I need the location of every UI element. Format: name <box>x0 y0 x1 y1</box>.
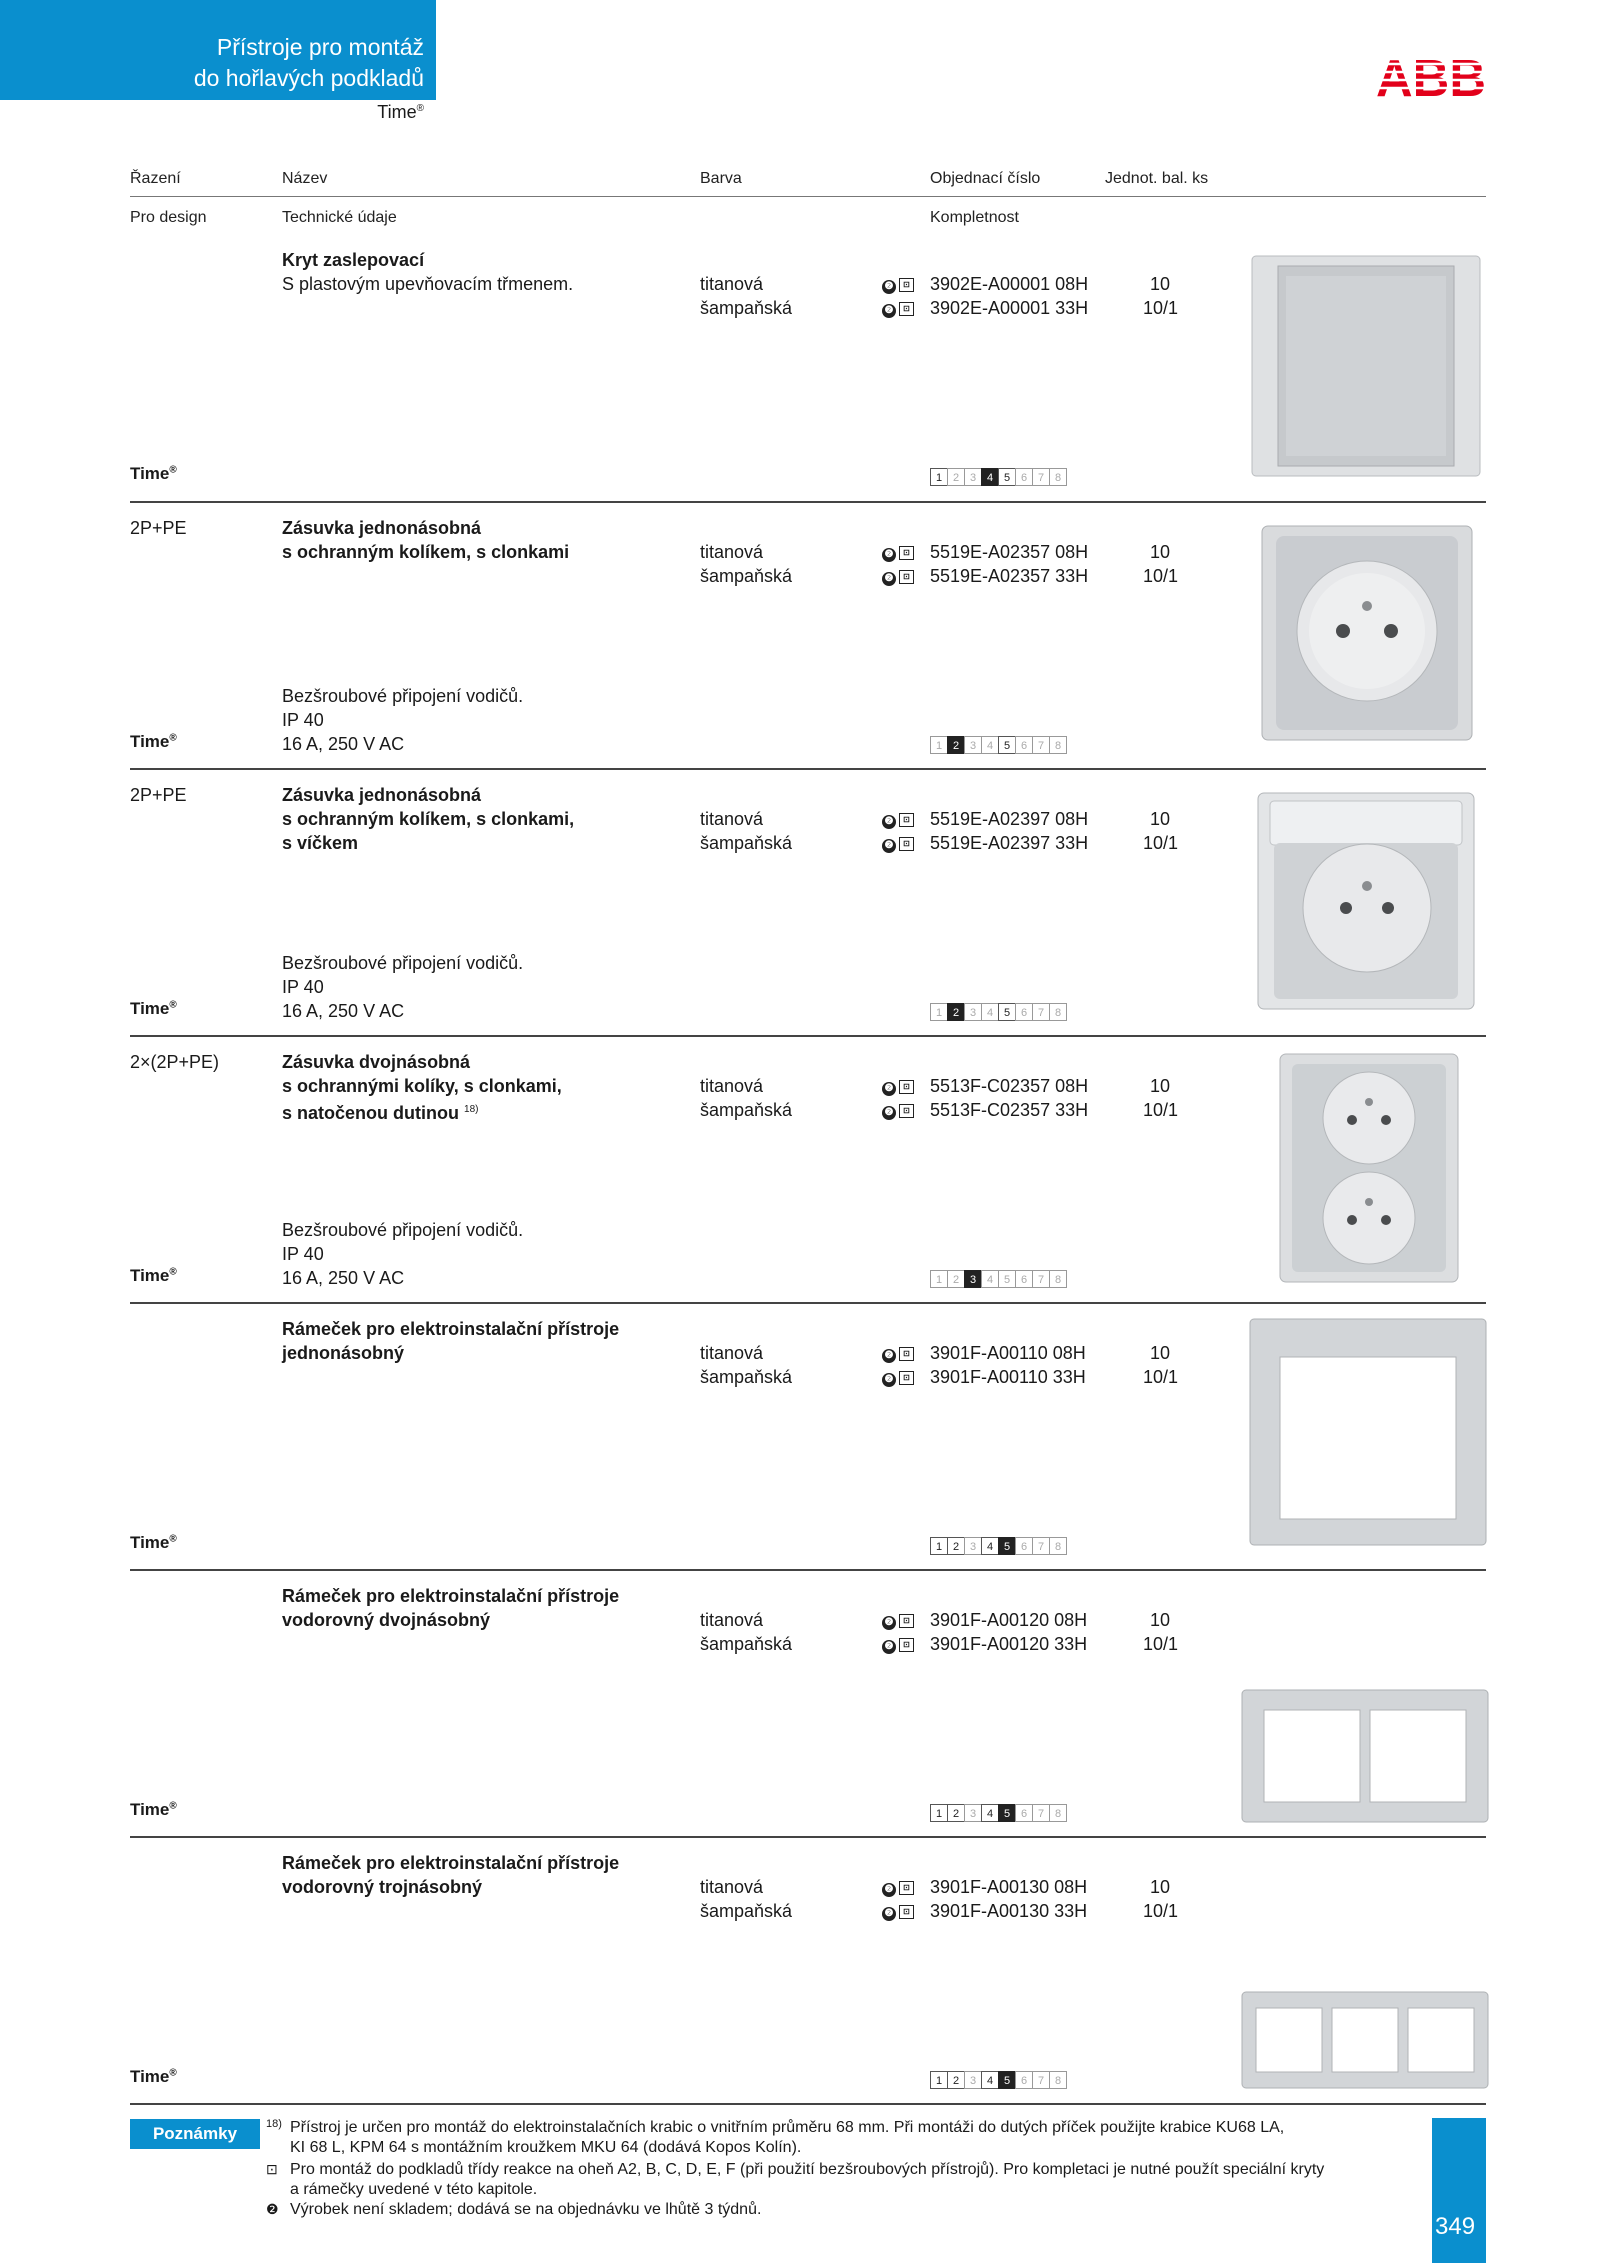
series-label: Time® <box>130 1533 177 1552</box>
product-title: jednonásobný <box>282 1343 405 1363</box>
order-number: 5519E-A02397 33H <box>930 833 1089 853</box>
product-title: s ochranným kolíkem, s clonkami <box>282 542 570 562</box>
product-title: Kryt zaslepovací <box>282 250 425 270</box>
stock-badge-icon: ❷ <box>882 280 896 294</box>
product-section <box>0 1317 1600 1584</box>
product-title-with-ref: s natočenou dutinou $^{18)}$ <box>282 1103 479 1123</box>
completeness-strip: 1 2 3 4 5 6 7 8 <box>930 2071 1066 2089</box>
variant-color: titanová <box>700 1877 764 1897</box>
completeness-strip: 1 2 3 4 5 6 7 8 <box>930 1003 1066 1021</box>
product-title: Zásuvka jednonásobná <box>282 518 482 538</box>
order-number: 5513F-C02357 08H <box>930 1076 1089 1096</box>
pack-qty: 10/1 <box>1143 1100 1179 1120</box>
series-label: Time® <box>130 1800 177 1819</box>
stock-badge-icon: ❷ <box>882 1106 896 1120</box>
combustible-badge-icon: ⊡ <box>899 1614 914 1628</box>
socket-lid-image <box>1240 783 1490 1023</box>
stock-badge-icon: ❷ <box>882 572 896 586</box>
series-label: Time® <box>130 999 177 1018</box>
stock-badge-icon: ❷ <box>882 815 896 829</box>
variant-color: titanová <box>700 1076 764 1096</box>
abb-logo <box>1376 52 1486 100</box>
availability-badges <box>882 546 914 562</box>
stock-note-icon: ❷ <box>266 2201 279 2217</box>
order-number: 5519E-A02357 08H <box>930 542 1089 562</box>
variant-color: šampaňská <box>700 1634 793 1654</box>
variant-color: šampaňská <box>700 298 793 318</box>
page-number: 349 <box>1435 2213 1476 2240</box>
order-number: 3902E-A00001 08H <box>930 274 1089 294</box>
variant-color: titanová <box>700 274 764 294</box>
pack-qty: 10/1 <box>1143 1367 1179 1387</box>
completeness-strip: 1 2 3 4 5 6 7 8 <box>930 736 1066 754</box>
blank-cover-image <box>1240 248 1490 488</box>
completeness-strip: 1 2 3 4 5 6 7 8 <box>930 468 1066 486</box>
col-header-technicke: Technické údaje <box>282 209 397 226</box>
order-number: 3901F-A00110 33H <box>930 1367 1086 1387</box>
tech-spec: 16 A, 250 V AC <box>282 1268 405 1288</box>
socket-image <box>1240 516 1490 756</box>
availability-badges <box>882 302 914 318</box>
stock-badge-icon: ❷ <box>882 839 896 853</box>
availability-badges <box>882 1347 914 1363</box>
availability-badges <box>882 1371 914 1387</box>
series-label: Time® <box>130 464 177 483</box>
product-code: 2×(2P+PE) <box>130 1052 220 1072</box>
completeness-strip: 1 2 3 4 5 6 7 8 <box>930 1804 1066 1822</box>
order-number: 3901F-A00120 33H <box>930 1634 1088 1654</box>
pack-qty: 10/1 <box>1143 1901 1179 1921</box>
col-header-razeni: Řazení <box>130 170 181 187</box>
combustible-badge-icon: ⊡ <box>899 278 914 292</box>
variant-color: titanová <box>700 1343 764 1363</box>
tech-spec: 16 A, 250 V AC <box>282 734 405 754</box>
product-title: s ochranným kolíkem, s clonkami, <box>282 809 575 829</box>
section-divider <box>130 768 1486 770</box>
pack-qty: 10/1 <box>1143 298 1179 318</box>
tech-spec: IP 40 <box>282 1244 324 1264</box>
section-divider <box>130 1302 1486 1304</box>
pack-qty: 10 <box>1150 1610 1171 1630</box>
footnote-stock: Výrobek není skladem; dodává se na objednávku ve lhůtě 3 týdnů. <box>290 2201 762 2218</box>
stock-badge-icon: ❷ <box>882 1082 896 1096</box>
product-title: Zásuvka jednonásobná <box>282 785 482 805</box>
availability-badges <box>882 1905 914 1921</box>
availability-badges <box>882 1080 914 1096</box>
series-subtitle: Time® <box>377 102 424 122</box>
product-section <box>0 1584 1600 1851</box>
col-header-nazev: Název <box>282 170 328 187</box>
chapter-title-line1: Přístroje pro montáž <box>216 34 424 60</box>
combustible-badge-icon: ⊡ <box>899 1371 914 1385</box>
combustible-badge-icon: ⊡ <box>899 1347 914 1361</box>
footnote-18: Přístroj je určen pro montáž do elektroinstalačních krabic o vnitřním průměru 68 mm. Při montáži do dutých příček použijte krabice KU68 LA, KI 68 L, KPM 64 s montážním kroužkem MKU 64 (dodává Kopos Kolín). <box>290 2119 1285 2156</box>
product-section <box>0 1851 1600 2118</box>
series-label: Time® <box>130 1266 177 1285</box>
variant-color: šampaňská <box>700 1100 793 1120</box>
pack-qty: 10/1 <box>1143 566 1179 586</box>
stock-badge-icon: ❷ <box>882 1616 896 1630</box>
variant-color: šampaňská <box>700 1367 793 1387</box>
completeness-strip: 1 2 3 4 5 6 7 8 <box>930 1537 1066 1555</box>
stock-badge-icon: ❷ <box>882 1373 896 1387</box>
availability-badges <box>882 1614 914 1630</box>
pack-qty: 10 <box>1150 274 1171 294</box>
variant-color: šampaňská <box>700 1901 793 1921</box>
availability-badges <box>882 813 914 829</box>
stock-badge-icon: ❷ <box>882 548 896 562</box>
col-header-pro-design: Pro design <box>130 209 207 226</box>
tech-spec: Bezšroubové připojení vodičů. <box>282 1220 524 1240</box>
combustible-badge-icon: ⊡ <box>899 1104 914 1118</box>
combustible-badge-icon: ⊡ <box>899 1905 914 1919</box>
product-section <box>0 516 1600 783</box>
product-title: s víčkem <box>282 833 359 853</box>
tech-spec: IP 40 <box>282 710 324 730</box>
product-title: Rámeček pro elektroinstalační přístroje <box>282 1319 620 1339</box>
combustible-badge-icon: ⊡ <box>899 546 914 560</box>
order-number: 5519E-A02357 33H <box>930 566 1089 586</box>
stock-badge-icon: ❷ <box>882 1907 896 1921</box>
combustible-badge-icon: ⊡ <box>899 1881 914 1895</box>
double-socket-image <box>1240 1050 1490 1290</box>
pack-qty: 10 <box>1150 542 1171 562</box>
divider <box>130 196 1486 197</box>
order-number: 3901F-A00130 33H <box>930 1901 1088 1921</box>
variant-color: titanová <box>700 542 764 562</box>
product-section <box>0 248 1600 515</box>
order-number: 5519E-A02397 08H <box>930 809 1089 829</box>
chapter-title-line2: do hořlavých podkladů <box>193 65 424 91</box>
availability-badges <box>882 837 914 853</box>
product-section <box>0 783 1600 1050</box>
stock-badge-icon: ❷ <box>882 304 896 318</box>
variant-color: šampaňská <box>700 566 793 586</box>
tech-spec: Bezšroubové připojení vodičů. <box>282 686 524 706</box>
stock-badge-icon: ❷ <box>882 1883 896 1897</box>
product-section <box>0 1050 1600 1317</box>
page-number-box <box>1432 2118 1486 2263</box>
order-number: 3901F-A00110 08H <box>930 1343 1086 1363</box>
pack-qty: 10/1 <box>1143 1634 1179 1654</box>
pack-qty: 10 <box>1150 1877 1171 1897</box>
order-number: 3901F-A00120 08H <box>930 1610 1088 1630</box>
tech-spec: Bezšroubové připojení vodičů. <box>282 953 524 973</box>
product-desc: S plastovým upevňovacím třmenem. <box>282 274 574 294</box>
pack-qty: 10 <box>1150 1343 1171 1363</box>
availability-badges <box>882 1638 914 1654</box>
section-divider <box>130 2103 1486 2105</box>
pack-qty: 10/1 <box>1143 833 1179 853</box>
product-title: Rámeček pro elektroinstalační přístroje <box>282 1853 620 1873</box>
section-divider <box>130 1569 1486 1571</box>
order-number: 3902E-A00001 33H <box>930 298 1089 318</box>
series-label: Time® <box>130 2067 177 2086</box>
product-title: s ochrannými kolíky, s clonkami, <box>282 1076 562 1096</box>
availability-badges <box>882 1881 914 1897</box>
pack-qty: 10 <box>1150 809 1171 829</box>
product-title: vodorovný dvojnásobný <box>282 1610 491 1630</box>
order-number: 5513F-C02357 33H <box>930 1100 1089 1120</box>
completeness-strip: 1 2 3 4 5 6 7 8 <box>930 1270 1066 1288</box>
frame-single-image <box>1240 1317 1490 1557</box>
tech-spec: 16 A, 250 V AC <box>282 1001 405 1021</box>
combustible-badge-icon: ⊡ <box>899 1080 914 1094</box>
variant-color: šampaňská <box>700 833 793 853</box>
series-label: Time® <box>130 732 177 751</box>
stock-badge-icon: ❷ <box>882 1349 896 1363</box>
section-divider <box>130 501 1486 503</box>
notes-label: Poznámky <box>130 2119 260 2149</box>
availability-badges <box>882 570 914 586</box>
col-header-objednaci: Objednací číslo <box>930 170 1041 187</box>
stock-badge-icon: ❷ <box>882 1640 896 1654</box>
section-divider <box>130 1836 1486 1838</box>
availability-badges <box>882 1104 914 1120</box>
product-code: 2P+PE <box>130 518 187 538</box>
frame-double-image <box>1240 1636 1490 1876</box>
abb-logo-text: ABB <box>1376 52 1486 100</box>
col-header-barva: Barva <box>700 170 742 187</box>
chapter-title-box <box>0 0 436 100</box>
combustible-note-icon: ⊡ <box>266 2161 278 2177</box>
combustible-badge-icon: ⊡ <box>899 837 914 851</box>
order-number: 3901F-A00130 08H <box>930 1877 1088 1897</box>
combustible-badge-icon: ⊡ <box>899 1638 914 1652</box>
product-title: Zásuvka dvojnásobná <box>282 1052 471 1072</box>
combustible-badge-icon: ⊡ <box>899 570 914 584</box>
variant-color: titanová <box>700 1610 764 1630</box>
combustible-badge-icon: ⊡ <box>899 302 914 316</box>
combustible-badge-icon: ⊡ <box>899 813 914 827</box>
col-header-kompletnost: Kompletnost <box>930 209 1019 226</box>
availability-badges <box>882 278 914 294</box>
product-title: vodorovný trojnásobný <box>282 1877 483 1897</box>
pack-qty: 10 <box>1150 1076 1171 1096</box>
tech-spec: IP 40 <box>282 977 324 997</box>
variant-color: titanová <box>700 809 764 829</box>
section-divider <box>130 1035 1486 1037</box>
col-header-baleni: Jednot. bal. ks <box>1105 170 1209 187</box>
product-title: Rámeček pro elektroinstalační přístroje <box>282 1586 620 1606</box>
product-code: 2P+PE <box>130 785 187 805</box>
footnote-combustible: Pro montáž do podkladů třídy reakce na oheň A2, B, C, D, E, F (při použití bezšroubových přístrojů). Pro kompletaci je nutné použít speciální kryty a rámečky uvedené v této kapitole. <box>290 2161 1325 2198</box>
footnote-mark: 18) <box>266 2118 282 2130</box>
